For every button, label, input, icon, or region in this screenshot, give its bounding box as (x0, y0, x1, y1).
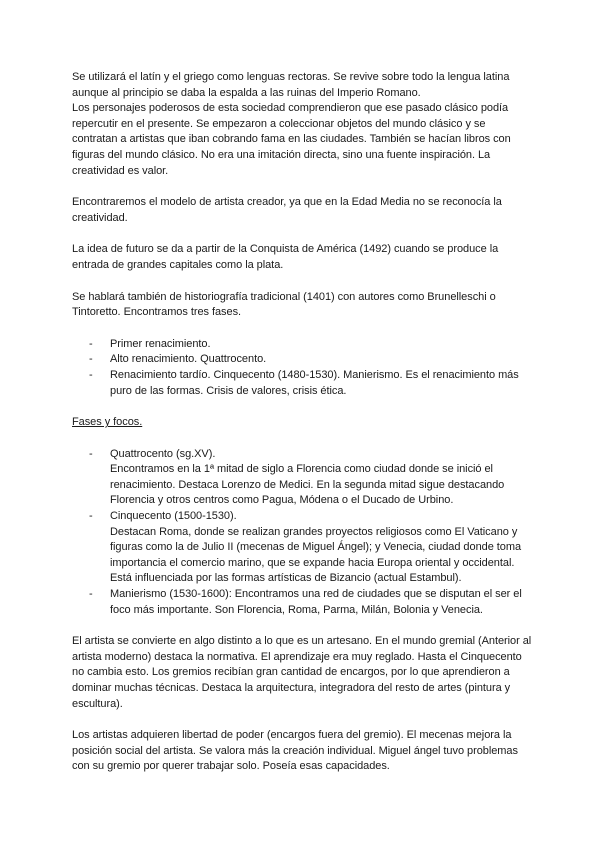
list-item: - Alto renacimiento. Quattrocento. (89, 352, 532, 368)
focos-list (72, 447, 532, 619)
paragraph-historiografia: Se hablará también de historiografía tradicional (1401) con autores como Brunelleschi o Tintoretto. Encontramos tres fases. (72, 290, 496, 319)
section-title: Fases y focos. (72, 416, 143, 429)
list-item (89, 587, 532, 618)
paragraph-latin: Se utilizará el latín y el griego como lenguas rectoras. Se revive sobre todo la lengua latina aunque al principio se daba la espalda a las ruinas del Imperio Romano. (72, 71, 510, 99)
list-item: - Renacimiento tardío. Cinquecento (1480-1530). Manierismo. Es el renacimiento más puro de las formas. Crisis de valores, crisis ética. (89, 368, 532, 399)
foco-title: - Cinquecento (1500-1530). (110, 510, 237, 523)
list-item: - Primer renacimiento. (89, 337, 532, 353)
paragraph-poderosos: Los personajes poderosos de esta sociedad comprendieron que ese pasado clásico podía repercutir en el presente. Se empezaron a coleccionar objetos del mundo clásico y se contratan a artistas que iban cobrando fama en las ciudades. También se hacían libros con figuras del mundo clásico. No era una imitación directa, sino una fuente inspiración. La creatividad es valor. (72, 102, 511, 177)
document-body (72, 70, 532, 775)
list-item (89, 447, 532, 509)
paragraph-artista-creador: Encontraremos el modelo de artista creador, ya que en la Edad Media no se reconocía la creatividad. (72, 196, 502, 224)
foco-text: Destacan Roma, donde se realizan grandes proyectos religiosos como El Vaticano y figuras como la de Julio II (mecenas de Miguel Ángel); y Venecia, ciudad donde toma importancia el comercio marino, que se expande hacia Europa oriental y occidental. Está influenciada por las formas artísticas de Bizancio (actual Estambul). (110, 525, 522, 585)
paragraph-artesano: El artista se convierte en algo distinto a lo que es un artesano. En el mundo gremial (Anterior al artista moderno) destaca la normativa. El aprendizaje era muy reglado. Hasta el Cinquecento no cambia esto. Los gremios recibían gran cantidad de encargos, por lo que aprendieron a dominar muchas técnicas. Destaca la arquitectura, integradora del resto de artes (pintura y escultura). (72, 635, 532, 710)
foco-text: Encontramos en la 1ª mitad de siglo a Florencia como ciudad donde se inició el renacimiento. Destaca Lorenzo de Medici. En la segunda mitad sigue destacando Florencia y otros centros como Pagua, Módena o el Ducado de Urbino. (110, 463, 505, 507)
paragraph-libertad: Los artistas adquieren libertad de poder (encargos fuera del gremio). El mecenas mejora la posición social del artista. Se valora más la creación individual. Miguel ángel tuvo problemas con su gremio por querer trabajar solo. Poseía esas capacidades. (72, 729, 518, 773)
foco-title: - Manierismo (1530-1600): Encontramos una red de ciudades que se disputan el ser el foco más importante. Son Florencia, Roma, Parma, Milán, Bolonia y Venecia. (110, 588, 522, 616)
paragraph-futuro: La idea de futuro se da a partir de la Conquista de América (1492) cuando se produce la entrada de grandes capitales como la plata. (72, 243, 499, 271)
list-item (89, 509, 532, 587)
foco-title: - Quattrocento (sg.XV). (110, 447, 216, 460)
phases-list (72, 337, 532, 399)
